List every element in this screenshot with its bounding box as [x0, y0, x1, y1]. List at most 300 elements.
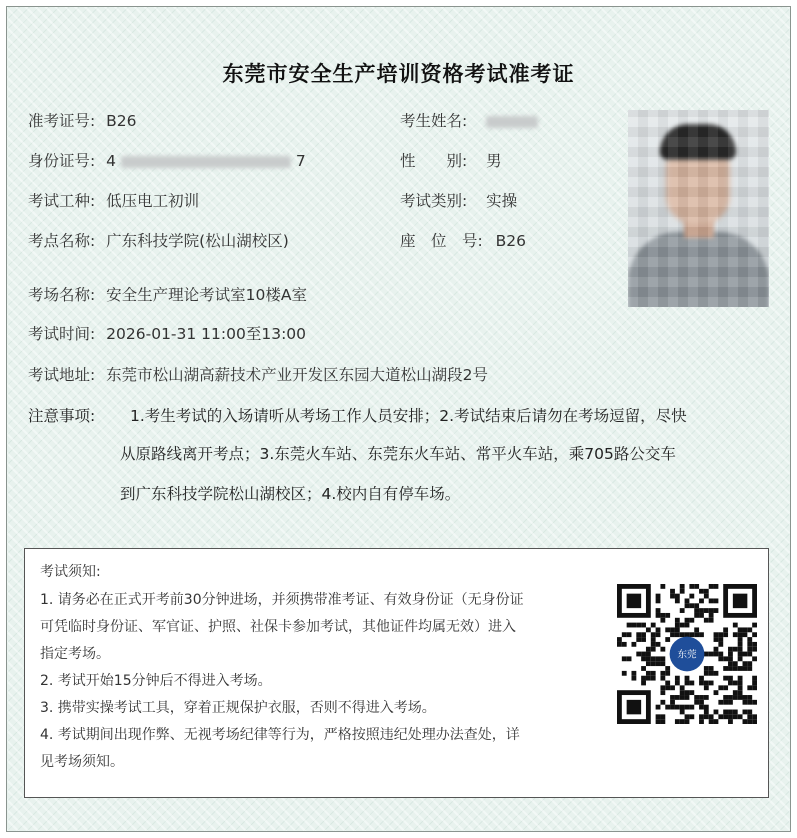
qr-module: [738, 637, 743, 642]
qr-module: [723, 632, 728, 637]
exam-category-row: [400, 190, 517, 212]
instruction-line: 3. 携带实操考试工具，穿着正规保护衣服，否则不得进入考场。: [40, 700, 436, 716]
qr-module: [675, 681, 680, 686]
qr-module: [675, 695, 680, 700]
qr-module: [685, 598, 690, 603]
qr-module: [718, 700, 723, 705]
qr-module: [723, 627, 728, 632]
qr-module: [714, 647, 719, 652]
seat-no-value: B26: [495, 232, 527, 250]
qr-module: [641, 681, 646, 686]
qr-module: [747, 714, 752, 719]
qr-module: [694, 627, 699, 632]
qr-module: [747, 637, 752, 642]
qr-module: [733, 681, 738, 686]
site-name-value: 广东科技学院(松山湖校区): [106, 232, 289, 250]
exam-time-row: [28, 323, 306, 345]
qr-module: [656, 714, 661, 719]
qr-module: [641, 652, 646, 657]
qr-module: [738, 666, 743, 671]
qr-module: [641, 656, 646, 661]
qr-module: [743, 652, 748, 657]
qr-module: [718, 652, 723, 657]
qr-module: [651, 671, 656, 676]
qr-module: [651, 676, 656, 681]
qr-module: [714, 637, 719, 642]
qr-module: [699, 613, 704, 618]
qr-module: [646, 656, 651, 661]
qr-module: [660, 719, 665, 724]
qr-module: [718, 637, 723, 642]
qr-module: [660, 618, 665, 623]
exam-address-value: 东莞市松山湖高薪技术产业开发区东园大道松山湖段2号: [106, 366, 489, 384]
qr-module: [728, 700, 733, 705]
qr-module: [685, 681, 690, 686]
qr-module: [675, 632, 680, 637]
qr-module: [743, 666, 748, 671]
qr-module: [699, 695, 704, 700]
qr-module: [651, 661, 656, 666]
qr-module: [728, 681, 733, 686]
qr-module: [665, 685, 670, 690]
id-no-label: 身份证号:: [28, 152, 96, 170]
qr-module: [752, 676, 757, 681]
qr-code-graphic: [617, 584, 757, 724]
qr-module: [685, 618, 690, 623]
qr-module: [704, 705, 709, 710]
qr-module: [675, 618, 680, 623]
qr-module: [694, 613, 699, 618]
qr-module: [733, 666, 738, 671]
qr-module: [675, 627, 680, 632]
qr-module: [685, 695, 690, 700]
qr-module: [694, 700, 699, 705]
qr-module: [636, 637, 641, 642]
qr-module: [680, 695, 685, 700]
notes-line-3: 到广东科技学院松山湖校区；4.校内自有停车场。: [120, 485, 461, 503]
qr-module: [660, 690, 665, 695]
qr-module: [656, 608, 661, 613]
qr-module: [709, 613, 714, 618]
qr-module: [622, 632, 627, 637]
qr-module: [675, 623, 680, 628]
seat-no-label: 座 位 号:: [400, 232, 483, 250]
qr-module: [752, 685, 757, 690]
qr-module: [680, 719, 685, 724]
qr-module: [709, 666, 714, 671]
id-no-value-start: 4: [106, 152, 117, 170]
qr-module: [752, 681, 757, 686]
qr-module: [718, 656, 723, 661]
qr-module: [660, 647, 665, 652]
qr-module: [704, 618, 709, 623]
exam-category-label: 考试类别:: [400, 192, 468, 210]
qr-module: [631, 671, 636, 676]
qr-module: [680, 623, 685, 628]
qr-module: [656, 642, 661, 647]
qr-module: [689, 705, 694, 710]
qr-module: [622, 642, 627, 647]
qr-module: [738, 690, 743, 695]
qr-module: [670, 627, 675, 632]
qr-module: [728, 710, 733, 715]
qr-module: [646, 647, 651, 652]
gender-value: 男: [486, 152, 502, 170]
work-type-row: [28, 190, 199, 212]
qr-module: [636, 652, 641, 657]
qr-module: [646, 676, 651, 681]
qr-module: [709, 719, 714, 724]
qr-module: [656, 594, 661, 599]
qr-module: [714, 690, 719, 695]
qr-module: [709, 652, 714, 657]
qr-module: [675, 598, 680, 603]
qr-module: [704, 666, 709, 671]
seat-no-row: [400, 230, 526, 252]
qr-module: [699, 589, 704, 594]
qr-module: [636, 632, 641, 637]
qr-module: [752, 642, 757, 647]
qr-module: [704, 589, 709, 594]
qr-module: [738, 642, 743, 647]
candidate-photo: [628, 110, 769, 307]
qr-module: [718, 642, 723, 647]
qr-module: [709, 598, 714, 603]
qr-module: [747, 700, 752, 705]
qr-module: [627, 623, 632, 628]
qr-module: [656, 661, 661, 666]
id-no-row: [28, 150, 306, 172]
qr-module: [656, 719, 661, 724]
qr-module: [714, 719, 719, 724]
qr-module: [670, 632, 675, 637]
qr-module: [641, 666, 646, 671]
qr-module: [714, 608, 719, 613]
qr-module: [704, 608, 709, 613]
qr-code[interactable]: [617, 584, 757, 724]
qr-module: [714, 584, 719, 589]
qr-module: [627, 632, 632, 637]
instruction-line: 2. 考试开始15分钟后不得进入考场。: [40, 673, 272, 689]
qr-module: [656, 627, 661, 632]
qr-module: [747, 719, 752, 724]
qr-module: [733, 710, 738, 715]
qr-module: [738, 681, 743, 686]
qr-module: [670, 685, 675, 690]
qr-module: [622, 656, 627, 661]
qr-module: [747, 647, 752, 652]
qr-module: [718, 714, 723, 719]
ticket-no-value: B26: [106, 112, 137, 130]
qr-module: [651, 647, 656, 652]
qr-module: [728, 656, 733, 661]
instruction-line: 指定考场。: [40, 646, 110, 662]
work-type-label: 考试工种:: [28, 192, 96, 210]
qr-module: [646, 627, 651, 632]
qr-module: [738, 714, 743, 719]
qr-module: [646, 671, 651, 676]
qr-module: [709, 714, 714, 719]
qr-module: [622, 671, 627, 676]
qr-module: [699, 598, 704, 603]
qr-module: [689, 681, 694, 686]
qr-module: [641, 623, 646, 628]
qr-module: [685, 603, 690, 608]
qr-logo-text: 东莞: [677, 649, 697, 661]
room-name-value: 安全生产理论考试室10楼A室: [106, 286, 307, 304]
qr-module: [723, 710, 728, 715]
qr-module: [723, 685, 728, 690]
qr-module: [738, 685, 743, 690]
qr-module: [728, 676, 733, 681]
qr-module: [723, 676, 728, 681]
site-name-row: [28, 230, 289, 252]
instruction-line: 1. 请务必在正式开考前30分钟进场，并须携带准考证、有效身份证（无身份证: [40, 592, 524, 608]
room-name-row: [28, 284, 307, 306]
qr-module: [660, 613, 665, 618]
qr-module: [714, 671, 719, 676]
exam-category-value: 实操: [486, 192, 518, 210]
qr-module: [631, 623, 636, 628]
qr-module: [651, 642, 656, 647]
ticket-no-label: 准考证号:: [28, 112, 96, 130]
qr-module: [723, 656, 728, 661]
qr-module: [714, 632, 719, 637]
qr-module: [665, 627, 670, 632]
qr-module: [728, 661, 733, 666]
qr-module: [709, 608, 714, 613]
qr-module: [699, 681, 704, 686]
qr-module: [704, 714, 709, 719]
qr-module: [660, 584, 665, 589]
qr-module: [728, 652, 733, 657]
qr-module: [752, 714, 757, 719]
qr-module: [656, 656, 661, 661]
qr-module: [738, 627, 743, 632]
qr-module: [685, 632, 690, 637]
qr-module: [660, 671, 665, 676]
qr-module: [685, 676, 690, 681]
qr-module: [636, 623, 641, 628]
qr-module: [738, 656, 743, 661]
qr-module: [699, 705, 704, 710]
qr-module: [704, 695, 709, 700]
qr-module: [709, 681, 714, 686]
qr-module: [689, 594, 694, 599]
qr-module: [675, 705, 680, 710]
qr-module: [641, 637, 646, 642]
notes-line-1: 1.考生考试的入场请听从考场工作人员安排；2.考试结束后请勿在考场逗留，尽快: [130, 407, 687, 425]
qr-module: [728, 714, 733, 719]
qr-module: [728, 647, 733, 652]
qr-module: [641, 632, 646, 637]
qr-module: [752, 656, 757, 661]
qr-module: [747, 685, 752, 690]
qr-module: [733, 714, 738, 719]
qr-module: [680, 608, 685, 613]
qr-module: [747, 652, 752, 657]
qr-module: [709, 618, 714, 623]
qr-module: [680, 632, 685, 637]
qr-module: [689, 714, 694, 719]
qr-module: [651, 623, 656, 628]
qr-module: [743, 710, 748, 715]
qr-module: [752, 623, 757, 628]
qr-module: [689, 584, 694, 589]
qr-finder-pattern: [733, 594, 747, 608]
qr-module: [723, 695, 728, 700]
qr-module: [685, 714, 690, 719]
qr-finder-pattern: [627, 594, 641, 608]
qr-module: [651, 656, 656, 661]
room-name-label: 考场名称:: [28, 286, 96, 304]
qr-module: [689, 618, 694, 623]
qr-module: [752, 700, 757, 705]
qr-module: [743, 700, 748, 705]
qr-module: [699, 714, 704, 719]
qr-module: [709, 584, 714, 589]
qr-module: [733, 690, 738, 695]
qr-module: [699, 719, 704, 724]
qr-module: [714, 598, 719, 603]
gender-label: 性 别:: [400, 152, 468, 170]
qr-module: [738, 632, 743, 637]
id-no-redacted: [121, 156, 291, 168]
qr-module: [709, 671, 714, 676]
name-redacted: [486, 116, 538, 128]
qr-module: [685, 719, 690, 724]
qr-module: [646, 661, 651, 666]
qr-module: [733, 661, 738, 666]
qr-module: [670, 589, 675, 594]
qr-module: [617, 642, 622, 647]
qr-module: [733, 623, 738, 628]
qr-module: [641, 676, 646, 681]
qr-module: [738, 676, 743, 681]
qr-module: [680, 589, 685, 594]
qr-module: [631, 676, 636, 681]
qr-module: [747, 666, 752, 671]
qr-module: [752, 647, 757, 652]
qr-module: [656, 613, 661, 618]
name-label: 考生姓名:: [400, 112, 468, 130]
qr-module: [680, 584, 685, 589]
instruction-line: 可凭临时身份证、军官证、护照、社保卡参加考试，其他证件均属无效）进入: [40, 619, 516, 635]
qr-module: [723, 714, 728, 719]
qr-finder-pattern: [627, 700, 641, 714]
qr-module: [718, 632, 723, 637]
qr-module: [704, 594, 709, 599]
qr-module: [747, 642, 752, 647]
qr-module: [723, 700, 728, 705]
qr-module: [743, 719, 748, 724]
notes-line-2: 从原路线离开考点；3.东莞火车站、东莞东火车站、常平火车站，乘705路公交车: [120, 445, 676, 463]
qr-module: [689, 603, 694, 608]
qr-module: [694, 584, 699, 589]
exam-time-value: 2026-01-31 11:00至13:00: [106, 325, 307, 343]
ticket-title: 东莞市安全生产培训资格考试准考证: [222, 62, 575, 86]
qr-module: [631, 642, 636, 647]
qr-module: [675, 594, 680, 599]
qr-module: [670, 695, 675, 700]
qr-module: [743, 632, 748, 637]
id-no-value-end: 7: [295, 152, 306, 170]
qr-module: [656, 632, 661, 637]
qr-module: [694, 608, 699, 613]
instruction-line: 见考场须知。: [40, 754, 124, 770]
qr-module: [694, 695, 699, 700]
instructions-box: [24, 548, 769, 798]
qr-module: [704, 671, 709, 676]
qr-module: [743, 661, 748, 666]
qr-module: [665, 681, 670, 686]
qr-module: [714, 652, 719, 657]
exam-time-label: 考试时间:: [28, 325, 96, 343]
qr-module: [651, 632, 656, 637]
qr-module: [665, 705, 670, 710]
qr-module: [704, 652, 709, 657]
qr-module: [670, 705, 675, 710]
qr-module: [617, 637, 622, 642]
qr-module: [680, 690, 685, 695]
qr-module: [747, 695, 752, 700]
qr-module: [738, 647, 743, 652]
name-row: [400, 110, 538, 132]
qr-module: [723, 666, 728, 671]
instructions-lines: [40, 587, 610, 776]
qr-module: [743, 695, 748, 700]
qr-module: [752, 719, 757, 724]
qr-module: [646, 652, 651, 657]
qr-module: [704, 710, 709, 715]
qr-module: [675, 676, 680, 681]
work-type-value: 低压电工初训: [106, 192, 200, 210]
qr-module: [699, 700, 704, 705]
qr-module: [685, 690, 690, 695]
qr-module: [651, 637, 656, 642]
qr-module: [665, 666, 670, 671]
exam-address-label: 考试地址:: [28, 366, 96, 384]
qr-module: [689, 632, 694, 637]
photo-pixelation: [628, 110, 769, 307]
qr-module: [660, 661, 665, 666]
qr-module: [685, 705, 690, 710]
qr-module: [738, 652, 743, 657]
qr-module: [665, 671, 670, 676]
qr-module: [660, 656, 665, 661]
qr-module: [747, 627, 752, 632]
gender-row: [400, 150, 502, 172]
qr-module: [743, 627, 748, 632]
notes-label: 注意事项:: [28, 407, 96, 425]
qr-module: [656, 705, 661, 710]
ticket-no-row: [28, 110, 137, 132]
qr-module: [694, 603, 699, 608]
qr-module: [704, 681, 709, 686]
qr-module: [728, 695, 733, 700]
qr-module: [675, 719, 680, 724]
qr-module: [747, 661, 752, 666]
instructions-title: 考试须知:: [40, 564, 101, 580]
qr-module: [685, 623, 690, 628]
qr-module: [733, 647, 738, 652]
qr-module: [627, 656, 632, 661]
qr-module: [752, 632, 757, 637]
qr-module: [680, 685, 685, 690]
qr-module: [680, 705, 685, 710]
qr-module: [714, 710, 719, 715]
qr-module: [670, 700, 675, 705]
